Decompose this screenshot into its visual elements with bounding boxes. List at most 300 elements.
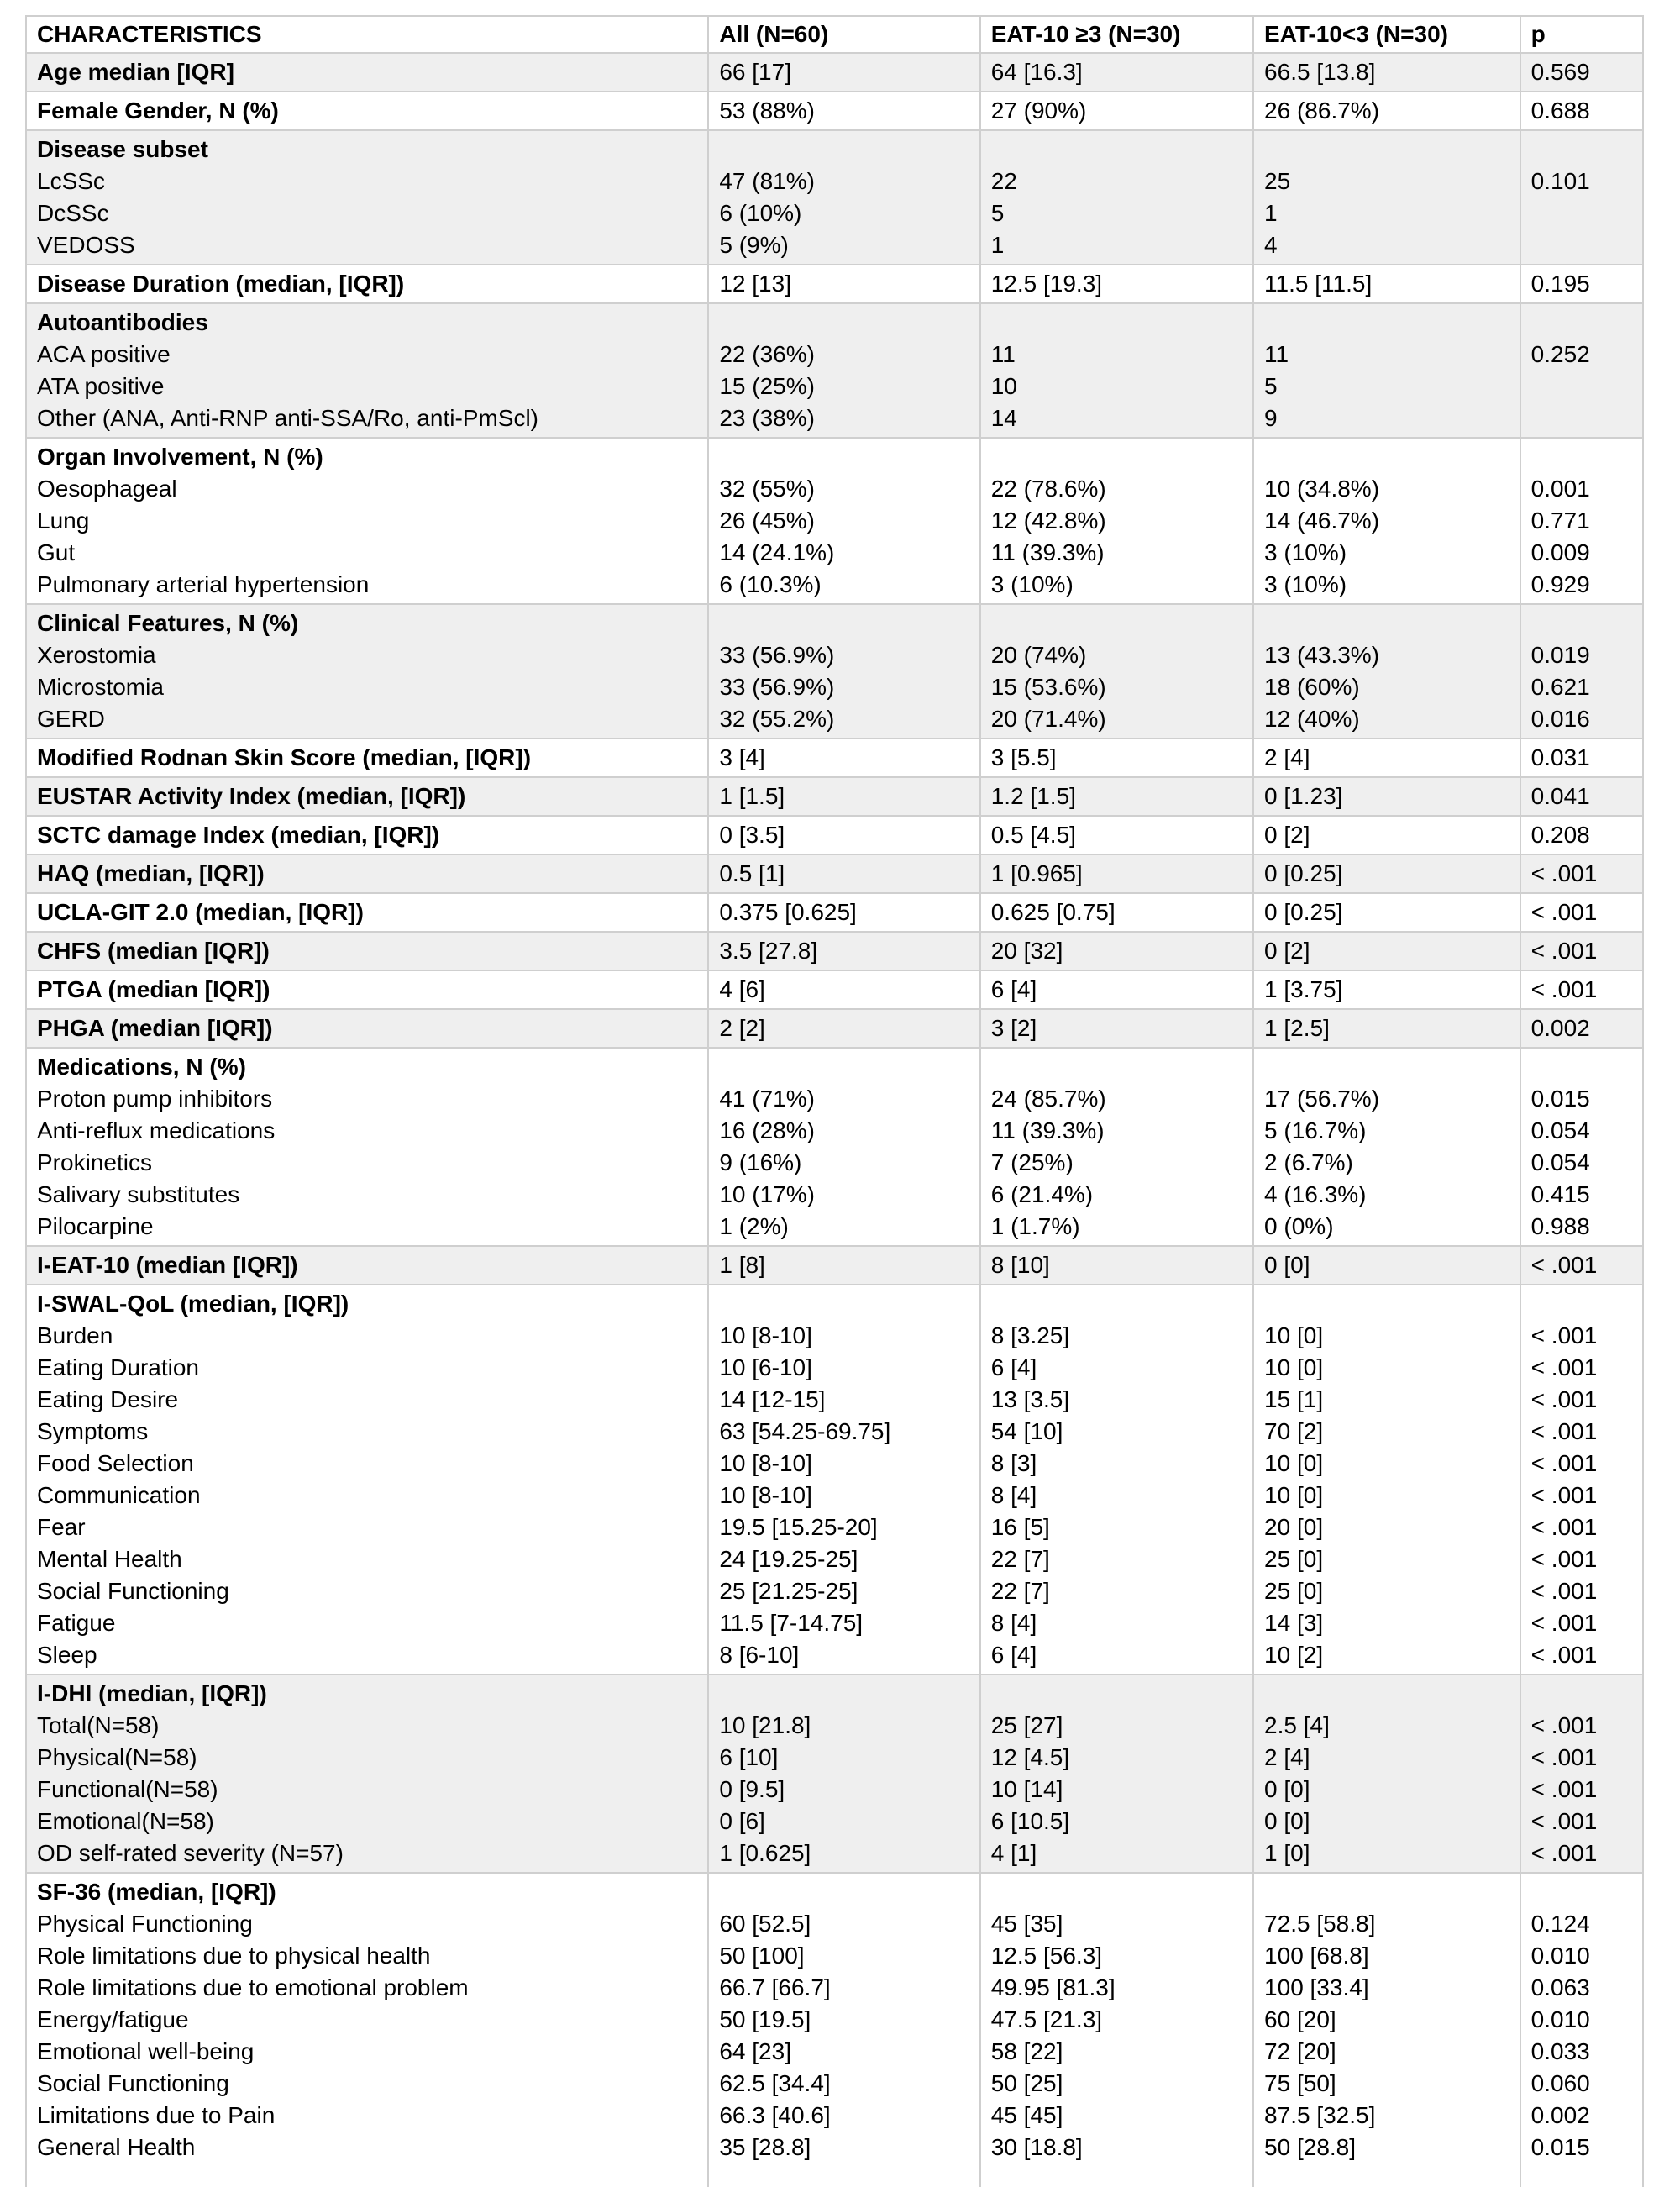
cell-value: < .001 (1530, 1776, 1598, 1802)
cell-value: < .001 (1520, 970, 1643, 1009)
sub-row-label: Gut (37, 539, 76, 565)
cell-value: 0 [0.25] (1253, 854, 1520, 893)
row-label: EUSTAR Activity Index (median, [IQR]) (26, 777, 708, 816)
group-value-cell (1253, 1873, 1520, 2187)
cell-value: 0.621 (1530, 674, 1590, 700)
cell-value: 5 (9%) (719, 232, 789, 258)
cell-value: 100 [33.4] (1264, 1974, 1369, 2000)
cell-value: 27 (90%) (980, 92, 1253, 130)
cell-value: 26 (86.7%) (1253, 92, 1520, 130)
sub-row-label: Other (ANA, Anti-RNP anti-SSA/Ro, anti-PmScl) (37, 405, 538, 431)
cell-value: 0.208 (1520, 816, 1643, 854)
cell-value: 22 (78.6%) (990, 476, 1106, 502)
sub-row-label: Pilocarpine (37, 1213, 154, 1239)
group-header: I-DHI (median, [IQR]) (37, 1680, 267, 1706)
group-value-cell (1253, 303, 1520, 438)
cell-value: 0.375 [0.625] (708, 893, 979, 932)
cell-value: < .001 (1530, 1642, 1598, 1668)
cell-value: 1 [0] (1264, 1840, 1310, 1866)
spacer-line (1531, 307, 1635, 339)
sub-row-label: Symptoms (37, 1418, 149, 1444)
spacer-line (1264, 1876, 1513, 1908)
cell-value: 10 (990, 373, 1017, 399)
spacer-line (719, 1051, 972, 1083)
sub-row-label: Lung (37, 507, 90, 534)
cell-value: 11 (1264, 341, 1289, 367)
cell-value: 0.195 (1520, 265, 1643, 303)
cell-value: 16 [5] (990, 1514, 1050, 1540)
cell-value: 30 [18.8] (990, 2134, 1083, 2160)
row-label: I-EAT-10 (median [IQR]) (26, 1246, 708, 1285)
table-body (26, 53, 1643, 2187)
cell-value: < .001 (1530, 1482, 1598, 1508)
cell-value: 25 (1264, 168, 1291, 194)
group-value-cell (980, 1048, 1253, 1246)
spacer-line (991, 607, 1246, 639)
cell-value: 47 (81%) (719, 168, 815, 194)
cell-value: < .001 (1530, 1418, 1598, 1444)
cell-value: 4 (1264, 232, 1278, 258)
cell-value: 3 [5.5] (980, 739, 1253, 777)
group-header: Clinical Features, N (%) (37, 610, 299, 636)
cell-value: 0 [9.5] (719, 1776, 785, 1802)
group-value-cell (1520, 604, 1643, 739)
table-group-row (26, 1873, 1643, 2187)
cell-value: 1 [3.75] (1253, 970, 1520, 1009)
spacer-line (991, 1678, 1246, 1710)
cell-value: 0.001 (1530, 476, 1590, 502)
cell-value: 23 (38%) (719, 405, 815, 431)
cell-value: 0 [6] (719, 1808, 765, 1834)
group-value-cell (708, 130, 979, 265)
cell-value: 17 (56.7%) (1264, 1086, 1380, 1112)
cell-value: < .001 (1530, 1354, 1598, 1380)
group-label-cell (26, 1285, 708, 1674)
sub-row-label: LcSSc (37, 168, 105, 194)
sub-row-label: Prokinetics (37, 1149, 152, 1175)
cell-value (1531, 197, 1635, 229)
cell-value: 0.010 (1530, 1943, 1590, 1969)
cell-value: 0.016 (1530, 706, 1590, 732)
sub-row-label: Oesophageal (37, 476, 177, 502)
cell-value: 0 [1.23] (1253, 777, 1520, 816)
cell-value: 10 [2] (1264, 1642, 1324, 1668)
table-row (26, 777, 1643, 816)
table-row (26, 1246, 1643, 1285)
cell-value: 50 [25] (990, 2070, 1063, 2096)
table-row (26, 1009, 1643, 1048)
cell-value: 6 [4] (980, 970, 1253, 1009)
cell-value: 6 (10.3%) (719, 571, 822, 597)
row-label: CHFS (median [IQR]) (26, 932, 708, 970)
spacer-line (1531, 1288, 1635, 1320)
cell-value: 10 [8-10] (719, 1322, 812, 1348)
group-value-cell (1520, 303, 1643, 438)
sub-row-label: OD self-rated severity (N=57) (37, 1840, 344, 1866)
cell-value: < .001 (1520, 1246, 1643, 1285)
sub-row-label: Xerostomia (37, 642, 156, 668)
spacer-line (1264, 607, 1513, 639)
table-group-row (26, 1048, 1643, 1246)
group-value-cell (1520, 1873, 1643, 2187)
sub-row-label: Eating Duration (37, 1354, 200, 1380)
table-row (26, 893, 1643, 932)
cell-value: 60 [52.5] (719, 1911, 811, 1937)
group-value-cell (708, 303, 979, 438)
sub-row-label: Functional(N=58) (37, 1776, 218, 1802)
spacer-line (1531, 1051, 1635, 1083)
spacer-line (719, 441, 972, 473)
group-label-cell (26, 1873, 708, 2187)
cell-value: 100 [68.8] (1264, 1943, 1369, 1969)
cell-value: 63 [54.25-69.75] (719, 1418, 891, 1444)
cell-value: < .001 (1520, 893, 1643, 932)
sub-row-label: Fatigue (37, 1610, 116, 1636)
sub-row-label: Role limitations due to emotional problem (37, 1974, 469, 2000)
cell-value: 10 [21.8] (719, 1712, 811, 1738)
sub-row-label: ATA positive (37, 373, 165, 399)
sub-row-label: VEDOSS (37, 232, 135, 258)
cell-value: 0.063 (1530, 1974, 1590, 2000)
group-value-cell (980, 604, 1253, 739)
spacer-line (1264, 134, 1513, 166)
cell-value: 5 (1264, 373, 1278, 399)
cell-value: 9 (1264, 405, 1278, 431)
group-value-cell (708, 1048, 979, 1246)
group-header: Organ Involvement, N (%) (37, 444, 323, 470)
cell-value: 10 [0] (1264, 1354, 1324, 1380)
cell-value: 54 [10] (990, 1418, 1063, 1444)
sub-row-label: Pulmonary arterial hypertension (37, 571, 370, 597)
group-label-cell (26, 303, 708, 438)
group-header: Disease subset (37, 136, 208, 162)
cell-value: 1.2 [1.5] (980, 777, 1253, 816)
cell-value: 35 [28.8] (719, 2134, 811, 2160)
group-header: Medications, N (%) (37, 1054, 246, 1080)
cell-value: 10 (34.8%) (1264, 476, 1380, 502)
spacer-line (1264, 307, 1513, 339)
group-value-cell (708, 1285, 979, 1674)
cell-value: < .001 (1530, 1386, 1598, 1412)
cell-value: 62.5 [34.4] (719, 2070, 831, 2096)
cell-value: 6 (10%) (719, 200, 802, 226)
group-value-cell (1253, 1674, 1520, 1873)
cell-value: 15 (25%) (719, 373, 815, 399)
group-value-cell (1253, 1048, 1520, 1246)
sub-row-label: Burden (37, 1322, 113, 1348)
group-label-cell (26, 604, 708, 739)
spacer-line (719, 134, 972, 166)
cell-value: 8 [6-10] (719, 1642, 800, 1668)
cell-value: 10 [8-10] (719, 1450, 812, 1476)
cell-value: 25 [0] (1264, 1578, 1324, 1604)
cell-value: 25 [21.25-25] (719, 1578, 858, 1604)
cell-value: 0.101 (1530, 168, 1590, 194)
group-value-cell (1253, 1285, 1520, 1674)
cell-value: 0.054 (1530, 1149, 1590, 1175)
cell-value: 87.5 [32.5] (1264, 2102, 1376, 2128)
table-group-row (26, 604, 1643, 739)
column-header-eat10-ge3: EAT-10 ≥3 (N=30) (980, 16, 1253, 53)
group-value-cell (1520, 1674, 1643, 1873)
cell-value: 0.771 (1530, 507, 1590, 534)
cell-value: 25 [0] (1264, 1546, 1324, 1572)
spacer-line (1264, 441, 1513, 473)
cell-value: < .001 (1530, 1322, 1598, 1348)
sub-row-label: Communication (37, 1482, 201, 1508)
cell-value: 3 (10%) (990, 571, 1074, 597)
sub-row-label: Physical Functioning (37, 1911, 253, 1937)
spacer-line (1531, 1876, 1635, 1908)
sub-row-label: Sleep (37, 1642, 97, 1668)
cell-value: 66 [17] (708, 53, 979, 92)
cell-value: 11 (990, 341, 1016, 367)
cell-value: < .001 (1520, 854, 1643, 893)
cell-value: 13 [3.5] (990, 1386, 1070, 1412)
cell-value: 0.688 (1520, 92, 1643, 130)
cell-value: 53 (88%) (708, 92, 979, 130)
cell-value: 0 (0%) (1264, 1213, 1334, 1239)
cell-value: 0.015 (1530, 1086, 1590, 1112)
cell-value: 14 (24.1%) (719, 539, 835, 565)
cell-value: 0 [0] (1264, 1776, 1310, 1802)
cell-value: < .001 (1530, 1610, 1598, 1636)
sub-row-label: Mental Health (37, 1546, 182, 1572)
cell-value: 1 (1.7%) (990, 1213, 1080, 1239)
sub-row-label: Energy/fatigue (37, 2006, 189, 2032)
table-row (26, 739, 1643, 777)
cell-value: 20 (74%) (990, 642, 1087, 668)
column-header-characteristics: CHARACTERISTICS (26, 16, 708, 53)
cell-value: 1 [2.5] (1253, 1009, 1520, 1048)
cell-value: 72 [20] (1264, 2038, 1336, 2064)
group-value-cell (980, 303, 1253, 438)
sub-row-label: GERD (37, 706, 105, 732)
table-row (26, 970, 1643, 1009)
cell-value: 41 (71%) (719, 1086, 815, 1112)
table-row (26, 854, 1643, 893)
characteristics-table-container (25, 15, 1644, 2187)
cell-value: < .001 (1530, 1744, 1598, 1770)
spacer-line (1531, 607, 1635, 639)
cell-value: 4 [1] (990, 1840, 1037, 1866)
cell-value: 49.95 [81.3] (990, 1974, 1116, 2000)
cell-value: 12 [13] (708, 265, 979, 303)
group-value-cell (1520, 438, 1643, 604)
cell-value: < .001 (1520, 932, 1643, 970)
cell-value: 10 [8-10] (719, 1482, 812, 1508)
cell-value: 14 [3] (1264, 1610, 1324, 1636)
table-group-row (26, 1285, 1643, 1674)
cell-value: 15 (53.6%) (990, 674, 1106, 700)
spacer-line (991, 441, 1246, 473)
spacer-line (991, 307, 1246, 339)
cell-value: < .001 (1530, 1808, 1598, 1834)
spacer-line (991, 134, 1246, 166)
cell-value: 0.010 (1530, 2006, 1590, 2032)
spacer-line (1264, 1678, 1513, 1710)
group-value-cell (1520, 130, 1643, 265)
cell-value: 60 [20] (1264, 2006, 1336, 2032)
sub-row-label: Total(N=58) (37, 1712, 160, 1738)
cell-value: 0 [3.5] (708, 816, 979, 854)
cell-value: 13 (43.3%) (1264, 642, 1380, 668)
spacer-line (719, 607, 972, 639)
column-header-p: p (1520, 16, 1643, 53)
table-group-row (26, 130, 1643, 265)
spacer-line (719, 307, 972, 339)
cell-value: 0.5 [1] (708, 854, 979, 893)
sub-row-label: Microstomia (37, 674, 164, 700)
row-label: SCTC damage Index (median, [IQR]) (26, 816, 708, 854)
cell-value: 12 (40%) (1264, 706, 1360, 732)
cell-value: 47.5 [21.3] (990, 2006, 1103, 2032)
column-header-all: All (N=60) (708, 16, 979, 53)
cell-value: 18 (60%) (1264, 674, 1360, 700)
cell-value: 10 [0] (1264, 1322, 1324, 1348)
cell-value: 0.031 (1520, 739, 1643, 777)
cell-value: 2 [4] (1264, 1744, 1310, 1770)
cell-value: 66.5 [13.8] (1253, 53, 1520, 92)
spacer-line (719, 1876, 972, 1908)
sub-row-label: Social Functioning (37, 1578, 229, 1604)
cell-value: 0.124 (1530, 1911, 1590, 1937)
cell-value: 4 [6] (708, 970, 979, 1009)
cell-value: 1 [0.625] (719, 1840, 811, 1866)
cell-value: 66.3 [40.6] (719, 2102, 831, 2128)
cell-value: 58 [22] (990, 2038, 1063, 2064)
sub-row-label: Physical(N=58) (37, 1744, 197, 1770)
cell-value: 22 [7] (990, 1546, 1050, 1572)
cell-value: 0.625 [0.75] (980, 893, 1253, 932)
group-label-cell (26, 130, 708, 265)
cell-value: 0 [2] (1253, 816, 1520, 854)
cell-value: 45 [35] (990, 1911, 1063, 1937)
cell-value: 11.5 [11.5] (1253, 265, 1520, 303)
cell-value: 5 (990, 200, 1005, 226)
cell-value: 1 (2%) (719, 1213, 789, 1239)
row-label: UCLA-GIT 2.0 (median, [IQR]) (26, 893, 708, 932)
cell-value: 8 [4] (990, 1482, 1037, 1508)
cell-value: 0.041 (1520, 777, 1643, 816)
cell-value: 0 [0] (1253, 1246, 1520, 1285)
cell-value: 66.7 [66.7] (719, 1974, 831, 2000)
cell-value: 8 [3.25] (990, 1322, 1070, 1348)
group-value-cell (708, 1674, 979, 1873)
spacer-line (1531, 1678, 1635, 1710)
table-row (26, 932, 1643, 970)
cell-value: 1 [0.965] (980, 854, 1253, 893)
cell-value: 0.019 (1530, 642, 1590, 668)
group-header: Autoantibodies (37, 309, 208, 335)
row-label: PHGA (median [IQR]) (26, 1009, 708, 1048)
cell-value: 6 [4] (990, 1354, 1037, 1380)
cell-value: 3 (10%) (1264, 571, 1347, 597)
cell-value: 0.5 [4.5] (980, 816, 1253, 854)
sub-row-label: Food Selection (37, 1450, 194, 1476)
cell-value: 3.5 [27.8] (708, 932, 979, 970)
cell-value: 50 [19.5] (719, 2006, 811, 2032)
cell-value: 70 [2] (1264, 1418, 1324, 1444)
group-value-cell (980, 1674, 1253, 1873)
sub-row-label: DcSSc (37, 200, 109, 226)
cell-value: 64 [23] (719, 2038, 791, 2064)
sub-row-label: Proton pump inhibitors (37, 1086, 273, 1112)
sub-row-label: Emotional(N=58) (37, 1808, 214, 1834)
cell-value: 33 (56.9%) (719, 674, 835, 700)
cell-value: 10 [0] (1264, 1450, 1324, 1476)
sub-row-label: Social Functioning (37, 2070, 229, 2096)
cell-value: 14 [12-15] (719, 1386, 826, 1412)
cell-value: 19.5 [15.25-20] (719, 1514, 878, 1540)
cell-value: 25 [27] (990, 1712, 1063, 1738)
cell-value: 0.252 (1530, 341, 1590, 367)
cell-value: 22 (36%) (719, 341, 815, 367)
cell-value: 15 [1] (1264, 1386, 1324, 1412)
cell-value: 6 [10.5] (990, 1808, 1070, 1834)
cell-value: 1 (1264, 200, 1278, 226)
group-value-cell (980, 130, 1253, 265)
cell-value: 0.002 (1520, 1009, 1643, 1048)
row-label: Age median [IQR] (26, 53, 708, 92)
cell-value: 24 (85.7%) (990, 1086, 1106, 1112)
cell-value (1531, 229, 1635, 261)
cell-value: < .001 (1530, 1712, 1598, 1738)
table-row (26, 265, 1643, 303)
cell-value: 0.054 (1530, 1117, 1590, 1143)
cell-value: 22 (990, 168, 1017, 194)
group-label-cell (26, 1048, 708, 1246)
cell-value: 3 (10%) (1264, 539, 1347, 565)
spacer-line (991, 1051, 1246, 1083)
cell-value: 4 (16.3%) (1264, 1181, 1367, 1207)
sub-row-label: General Health (37, 2134, 196, 2160)
sub-row-label: Limitations due to Pain (37, 2102, 276, 2128)
sub-row-label: Role limitations due to physical health (37, 1943, 431, 1969)
group-value-cell (980, 1873, 1253, 2187)
row-label: Female Gender, N (%) (26, 92, 708, 130)
cell-value: 0.415 (1530, 1181, 1590, 1207)
spacer-line (1264, 1288, 1513, 1320)
cell-value: 8 [3] (990, 1450, 1037, 1476)
group-header: I-SWAL-QoL (median, [IQR]) (37, 1291, 349, 1317)
cell-value: 1 (990, 232, 1005, 258)
row-label: Disease Duration (median, [IQR]) (26, 265, 708, 303)
cell-value: 3 [4] (708, 739, 979, 777)
cell-value: 0.569 (1520, 53, 1643, 92)
cell-value: 20 (71.4%) (990, 706, 1106, 732)
cell-value: 3 [2] (980, 1009, 1253, 1048)
cell-value: 0.060 (1530, 2070, 1590, 2096)
spacer-line (991, 1288, 1246, 1320)
group-value-cell (708, 438, 979, 604)
cell-value: 0 [0.25] (1253, 893, 1520, 932)
cell-value: < .001 (1530, 1546, 1598, 1572)
table-header-row (26, 16, 1643, 53)
cell-value: 2.5 [4] (1264, 1712, 1330, 1738)
cell-value: 32 (55%) (719, 476, 815, 502)
cell-value: 0.015 (1530, 2134, 1590, 2160)
cell-value: < .001 (1530, 1578, 1598, 1604)
cell-value: 20 [0] (1264, 1514, 1324, 1540)
table-row (26, 53, 1643, 92)
cell-value: 7 (25%) (990, 1149, 1074, 1175)
spacer-line (1531, 441, 1635, 473)
cell-value: 11 (39.3%) (990, 539, 1105, 565)
cell-value: 72.5 [58.8] (1264, 1911, 1376, 1937)
cell-value: 0.002 (1530, 2102, 1590, 2128)
cell-value (1531, 371, 1635, 402)
